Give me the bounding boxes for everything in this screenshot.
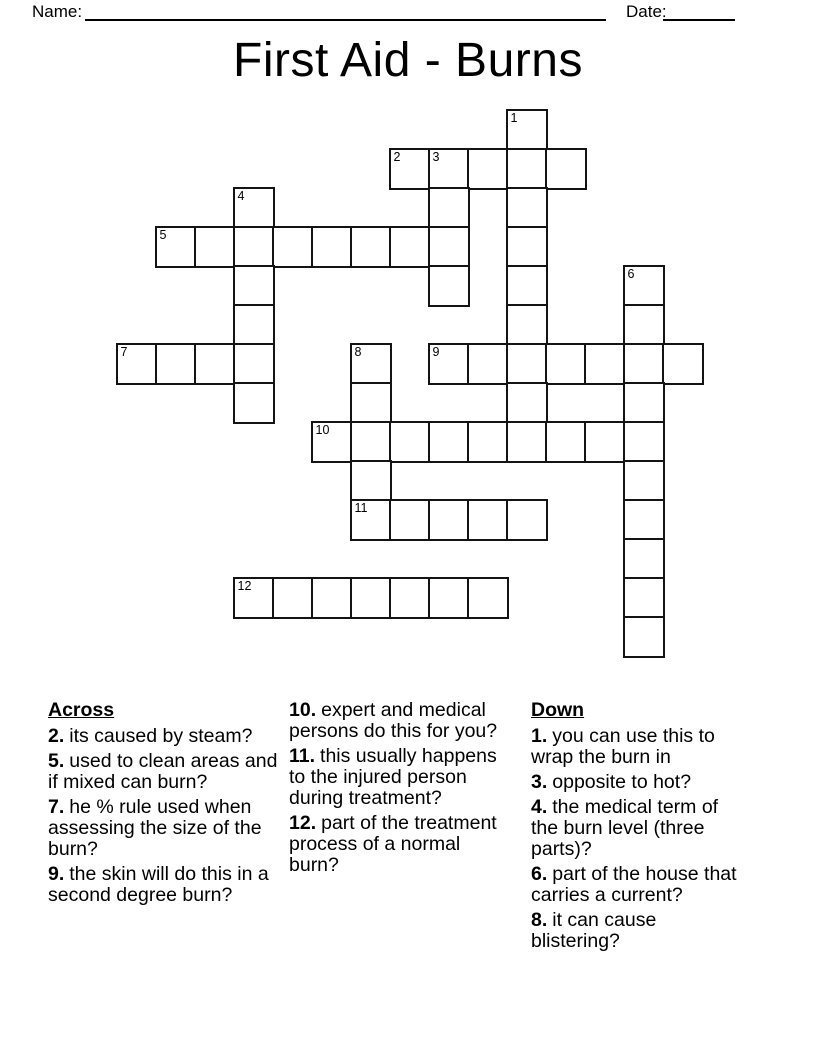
clue-text: he % rule used when assessing the size of the burn? (48, 796, 262, 861)
grid-cell[interactable] (350, 226, 392, 268)
grid-cell[interactable] (233, 187, 275, 229)
clue-number: 1. (531, 725, 548, 748)
across-clues-column-2 (289, 700, 513, 880)
grid-cell[interactable] (233, 382, 275, 424)
grid-cell[interactable] (623, 616, 665, 658)
clue-down-8 (531, 910, 749, 952)
cell-number: 1 (510, 110, 518, 125)
clue-text: it can cause blistering? (531, 909, 657, 953)
clue-down-4 (531, 797, 749, 860)
grid-cell[interactable] (389, 499, 431, 541)
grid-cell[interactable] (623, 538, 665, 580)
down-heading: Down (531, 699, 585, 721)
grid-cell[interactable] (428, 577, 470, 619)
grid-cell[interactable] (623, 304, 665, 346)
clue-text: its caused by steam? (69, 725, 253, 748)
cell-number: 6 (627, 266, 635, 281)
grid-cell[interactable] (350, 577, 392, 619)
clue-text: used to clean areas and if mixed can burn? (48, 750, 278, 794)
grid-cell[interactable] (350, 343, 392, 385)
grid-cell[interactable] (428, 148, 470, 190)
grid-cell[interactable] (311, 226, 353, 268)
clue-across-9 (48, 864, 281, 906)
grid-cell[interactable] (194, 226, 236, 268)
across-heading: Across (48, 699, 115, 721)
clue-number: 3. (531, 771, 548, 794)
grid-cell[interactable] (350, 421, 392, 463)
grid-cell[interactable] (272, 577, 314, 619)
cell-number: 10 (315, 422, 330, 437)
grid-cell[interactable] (623, 265, 665, 307)
cell-number: 11 (354, 500, 368, 515)
clue-number: 5. (48, 750, 65, 773)
grid-cell[interactable] (389, 148, 431, 190)
clue-number: 8. (531, 909, 548, 932)
clue-text: the skin will do this in a second degree burn? (48, 863, 269, 907)
grid-cell[interactable] (233, 265, 275, 307)
across-clues-column (48, 700, 281, 910)
grid-cell[interactable] (623, 382, 665, 424)
clue-across-10 (289, 700, 513, 742)
clue-across-11 (289, 746, 513, 809)
grid-cell[interactable] (389, 226, 431, 268)
grid-cell[interactable] (467, 577, 509, 619)
grid-cell[interactable] (389, 577, 431, 619)
date-label: Date: (626, 2, 667, 21)
grid-cell[interactable] (272, 226, 314, 268)
grid-cell[interactable] (428, 421, 470, 463)
grid-cell[interactable] (428, 343, 470, 385)
grid-cell[interactable] (506, 187, 548, 229)
grid-cell[interactable] (506, 265, 548, 307)
name-label: Name: (32, 2, 83, 21)
clue-text: this usually happens to the injured person during treatment? (289, 745, 497, 810)
clue-number: 11. (289, 745, 316, 768)
clue-number: 10. (289, 699, 317, 721)
clue-text: part of the house that carries a current? (531, 863, 737, 907)
grid-cell[interactable] (428, 265, 470, 307)
grid-cell[interactable] (467, 499, 509, 541)
grid-cell[interactable] (116, 343, 158, 385)
grid-cell[interactable] (623, 343, 665, 385)
clue-text: the medical term of the burn level (three parts)? (531, 796, 719, 861)
clue-down-3 (531, 772, 749, 793)
clue-text: expert and medical persons do this for you? (289, 699, 498, 743)
cell-number: 12 (237, 578, 252, 593)
grid-cell[interactable] (662, 343, 704, 385)
grid-cell[interactable] (623, 460, 665, 502)
clue-number: 2. (48, 725, 65, 748)
clue-down-1 (531, 726, 749, 768)
grid-cell[interactable] (428, 499, 470, 541)
page-title: First Aid - Burns (233, 34, 583, 87)
grid-cell[interactable] (311, 577, 353, 619)
grid-cell[interactable] (350, 499, 392, 541)
grid-cell[interactable] (623, 421, 665, 463)
cell-number: 8 (354, 344, 362, 359)
grid-cell[interactable] (467, 148, 509, 190)
grid-cell[interactable] (584, 343, 626, 385)
grid-cell[interactable] (584, 421, 626, 463)
cell-number: 7 (120, 344, 128, 359)
clue-across-7 (48, 797, 281, 860)
clue-number: 6. (531, 863, 548, 886)
grid-cell[interactable] (545, 421, 587, 463)
cell-number: 4 (237, 188, 245, 203)
clue-number: 12. (289, 812, 317, 835)
grid-cell[interactable] (155, 343, 197, 385)
grid-cell[interactable] (506, 499, 548, 541)
grid-cell[interactable] (506, 382, 548, 424)
grid-cell[interactable] (350, 382, 392, 424)
clue-text: you can use this to wrap the burn in (531, 725, 715, 769)
date-blank-field[interactable] (663, 19, 735, 21)
grid-cell[interactable] (233, 304, 275, 346)
clue-number: 7. (48, 796, 65, 819)
cell-number: 2 (393, 149, 401, 164)
grid-cell[interactable] (545, 148, 587, 190)
clue-number: 9. (48, 863, 65, 886)
clue-across-12 (289, 813, 513, 876)
clue-number: 4. (531, 796, 548, 819)
cell-number: 9 (432, 344, 440, 359)
grid-cell[interactable] (506, 421, 548, 463)
grid-cell[interactable] (233, 226, 275, 268)
grid-cell[interactable] (311, 421, 353, 463)
grid-cell[interactable] (428, 187, 470, 229)
grid-cell[interactable] (350, 460, 392, 502)
grid-cell[interactable] (233, 343, 275, 385)
down-clues-column (531, 700, 749, 957)
grid-cell[interactable] (506, 148, 548, 190)
clue-text: part of the treatment process of a normal burn? (289, 812, 497, 877)
grid-cell[interactable] (506, 109, 548, 151)
grid-cell[interactable] (467, 343, 509, 385)
grid-cell[interactable] (194, 343, 236, 385)
grid-cell[interactable] (506, 343, 548, 385)
clue-down-6 (531, 864, 749, 906)
grid-cell[interactable] (623, 499, 665, 541)
grid-cell[interactable] (467, 421, 509, 463)
grid-cell[interactable] (623, 577, 665, 619)
grid-cell[interactable] (506, 226, 548, 268)
grid-cell[interactable] (389, 421, 431, 463)
grid-cell[interactable] (545, 343, 587, 385)
grid-cell[interactable] (506, 304, 548, 346)
clue-text: opposite to hot? (552, 771, 692, 794)
cell-number: 3 (432, 149, 440, 164)
grid-cell[interactable] (233, 577, 275, 619)
name-blank-field[interactable] (85, 19, 606, 21)
clue-across-5 (48, 751, 281, 793)
grid-cell[interactable] (428, 226, 470, 268)
cell-number: 5 (159, 227, 167, 242)
clue-across-2 (48, 726, 281, 747)
grid-cell[interactable] (155, 226, 197, 268)
